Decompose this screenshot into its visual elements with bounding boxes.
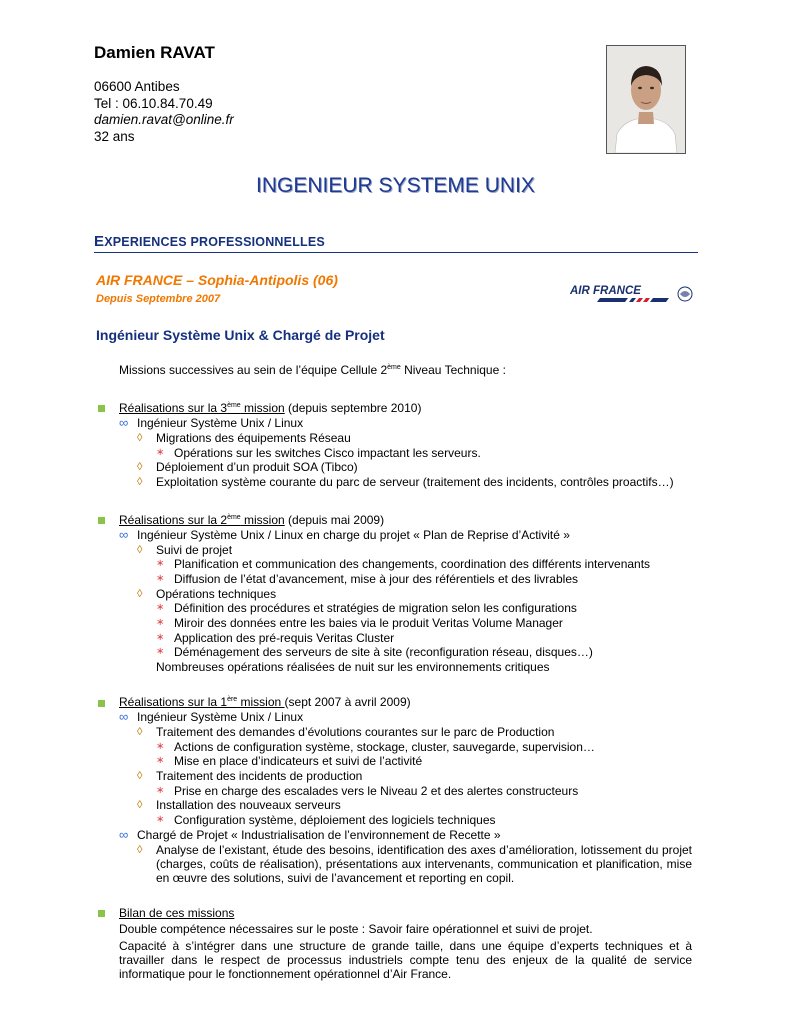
list-item: Ingénieur Système Unix / Linux en charge du projet « Plan de Reprise d’Activité » [137,528,570,542]
list-item: Installation des nouveaux serveurs [156,798,341,812]
list-item: Définition des procédures et stratégies de migration selon les configurations [174,601,577,615]
diamond-icon: ◊ [137,726,143,738]
list-item: Planification et communication des changements, coordination des différents intervenants [174,557,651,571]
diamond-icon: ◊ [137,432,143,444]
asterisk-icon: ∗ [156,617,165,628]
asterisk-icon: ∗ [156,755,165,766]
list-item: Nombreuses opérations réalisées de nuit sur les environnements critiques [156,660,550,674]
bilan-paragraph-2: Capacité à s’intégrer dans une structure de grande taille, dans une équipe d’experts techniques et à travailler dans le respect de processus industriels compte tenu des enjeux de la qualité de service informatique pour le fonctionnement opérationnel d’Air France. [119,939,692,981]
list-item: Traitement des demandes d’évolutions courantes sur le parc de Production [156,725,555,739]
green-square-icon [98,910,105,917]
green-square-icon [98,700,105,707]
mission-3-link: Réalisations sur la 3ème mission [119,401,285,415]
asterisk-icon: ∗ [156,814,165,825]
asterisk-icon: ∗ [156,558,165,569]
section-rule [94,252,698,253]
infinity-icon: ∞ [119,827,129,842]
candidate-name: Damien RAVAT [94,43,215,62]
section-heading-rest: XPERIENCES PROFESSIONNELLES [104,235,325,249]
mission-1-link: Réalisations sur la 1ère mission [119,695,285,709]
section-heading [94,233,325,250]
list-item: Application des pré-requis Veritas Cluster [174,631,395,645]
job-since: Depuis Septembre 2007 [96,293,221,305]
mission-2-heading [119,513,384,527]
asterisk-icon: ∗ [156,646,165,657]
portrait-icon [607,46,685,153]
list-item: Chargé de Projet « Industrialisation de l’environnement de Recette » [137,828,501,842]
asterisk-icon: ∗ [156,573,165,584]
green-square-icon [98,405,105,412]
diamond-icon: ◊ [137,770,143,782]
mission-3-heading [119,401,421,415]
contact-block [94,79,234,145]
list-item: Exploitation système courante du parc de serveur (traitement des incidents, contrôles proactifs…) [156,475,674,489]
list-item: Analyse de l’existant, étude des besoins, identification des axes d’amélioration, lotissement du projet (charges, coûts de réalisation), présentations aux intervenants, communication et planification, mise en œuvre des solutions, suivi de l’avancement et reporting en copil. [156,843,692,885]
mission-1-heading [119,695,411,709]
air-france-logo-icon [570,282,694,308]
section-heading-initial: E [94,233,105,250]
intro-sup: ème [387,364,401,371]
list-item: Ingénieur Système Unix / Linux [137,710,304,724]
intro-text: Missions successives au sein de l’équipe Cellule 2 [119,363,388,377]
list-item: Prise en charge des escalades vers le Niveau 2 et des alertes constructeurs [174,784,579,798]
job-intro [119,363,506,377]
list-item: Configuration système, déploiement des logiciels techniques [174,813,496,827]
list-item: Ingénieur Système Unix / Linux [137,416,304,430]
portrait-photo [606,45,686,154]
address: 06600 Antibes [94,79,180,94]
list-item: Opérations techniques [156,587,277,601]
list-item: Miroir des données entre les baies via le produit Veritas Volume Manager [174,616,563,630]
list-item: Déploiement d’un produit SOA (Tibco) [156,460,358,474]
phone: Tel : 06.10.84.70.49 [94,95,213,111]
age: 32 ans [94,128,135,144]
page-title: INGENIEUR SYSTEME UNIX [256,174,535,197]
job-role: Ingénieur Système Unix & Chargé de Projet [96,327,385,343]
diamond-icon: ◊ [137,844,143,856]
asterisk-icon: ∗ [156,741,165,752]
bilan-paragraph-1: Double compétence nécessaires sur le poste : Savoir faire opérationnel et suivi de projet. [119,922,593,936]
asterisk-icon: ∗ [156,447,165,458]
list-item: Déménagement des serveurs de site à site (reconfiguration réseau, disques…) [174,645,593,659]
company: AIR FRANCE – Sophia-Antipolis (06) [96,272,338,288]
diamond-icon: ◊ [137,461,143,473]
infinity-icon: ∞ [119,415,129,430]
mission-2-dates: (depuis mai 2009) [284,513,385,527]
diamond-icon: ◊ [137,544,143,556]
asterisk-icon: ∗ [156,785,165,796]
intro-text-end: Niveau Technique : [400,363,506,377]
mission-3-dates: (depuis septembre 2010) [284,401,422,415]
list-item: Actions de configuration système, stockage, cluster, sauvegarde, supervision… [174,740,595,754]
asterisk-icon: ∗ [156,602,165,613]
list-item: Diffusion de l’état d’avancement, mise à jour des référentiels et des livrables [174,572,578,586]
diamond-icon: ◊ [137,476,143,488]
logo-text: AIR FRANCE [570,285,641,297]
list-item: Migrations des équipements Réseau [156,431,351,445]
asterisk-icon: ∗ [156,632,165,643]
mission-1-dates: (sept 2007 à avril 2009) [284,695,411,709]
infinity-icon: ∞ [119,709,129,724]
list-item: Suivi de projet [156,543,233,557]
list-item: Mise en place d’indicateurs et suivi de l’activité [174,754,423,768]
list-item: Traitement des incidents de production [156,769,363,783]
bilan-heading: Bilan de ces missions [119,906,235,920]
mission-2-link: Réalisations sur la 2ème mission [119,513,285,527]
green-square-icon [98,517,105,524]
diamond-icon: ◊ [137,799,143,811]
infinity-icon: ∞ [119,527,129,542]
air-france-logo [570,282,694,308]
list-item: Opérations sur les switches Cisco impactant les serveurs. [174,446,481,460]
diamond-icon: ◊ [137,588,143,600]
email[interactable]: damien.ravat@online.fr [94,112,234,127]
